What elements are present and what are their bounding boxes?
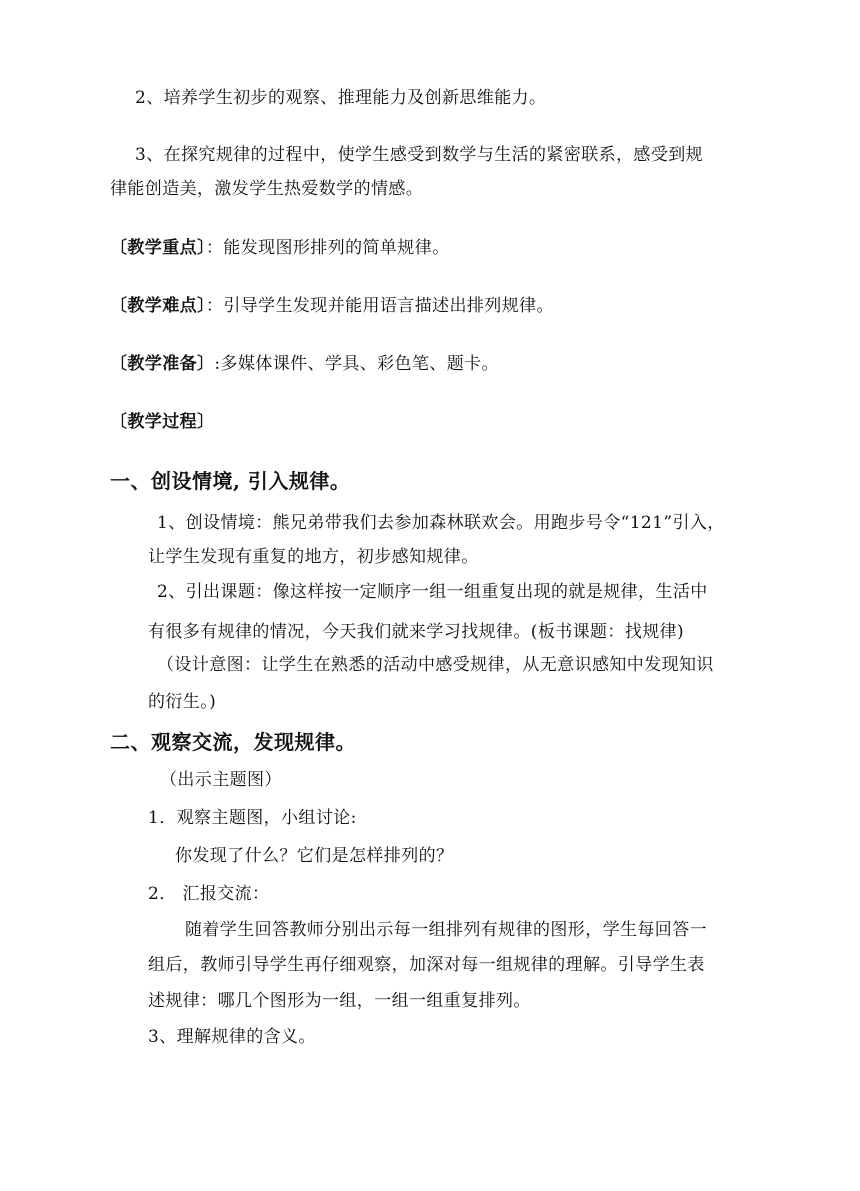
section-2-item-2: 2． 汇报交流： <box>148 884 270 904</box>
key-points-separator: ： <box>205 238 224 258</box>
section-2-heading: 二、观察交流，发现规律。 <box>110 730 356 754</box>
section-2-item-2-paragraph-line-1: 随着学生回答教师分别出示每一组排列有规律的图形，学生每回答一 <box>185 920 707 940</box>
section-2-item-1-question: 你发现了什么？它们是怎样排列的？ <box>175 846 454 866</box>
objective-item-3-line-1: 3、在探究规律的过程中，使学生感受到数学与生活的紧密联系，感受到规 <box>135 145 704 165</box>
objective-item-2: 2、培养学生初步的观察、推理能力及创新思维能力。 <box>135 88 547 108</box>
difficult-points-separator: ： <box>205 296 224 316</box>
section-1-paragraph-3-line-1: （设计意图：让学生在熟悉的活动中感受规律，从无意识感知中发现知识 <box>157 655 714 675</box>
key-points-label: 〔教学重点〕 <box>110 238 206 258</box>
section-1-paragraph-2-line-1: 2、引出课题：像这样按一定顺序一组一组重复出现的就是规律，生活中 <box>157 582 708 602</box>
section-1-paragraph-1-line-2: 让学生发现有重复的地方，初步感知规律。 <box>148 547 479 567</box>
section-2-item-1: 1．观察主题图，小组讨论: <box>148 808 357 828</box>
preparation-label: 〔教学准备〕 <box>110 354 215 374</box>
section-2-item-2-paragraph-line-2: 组后，教师引导学生再仔细观察，加深对每一组规律的理解。引导学生表 <box>148 955 705 975</box>
section-1-paragraph-3-line-2: 的衍生。) <box>148 692 217 712</box>
section-2-show-image: （出示主题图） <box>160 770 282 790</box>
section-1-paragraph-2-line-2: 有很多有规律的情况，今天我们就来学习找规律。(板书课题：找规律) <box>148 622 685 642</box>
section-1-paragraph-1-line-1: 1、创设情境：熊兄弟带我们去参加森林联欢会。用跑步号令“121”引入， <box>157 513 725 533</box>
process-label: 〔教学过程〕 <box>110 412 215 432</box>
section-2-item-2-paragraph-line-3: 述规律：哪几个图形为一组，一组一组重复排列。 <box>148 991 531 1011</box>
difficult-points-label: 〔教学难点〕 <box>110 296 206 316</box>
difficult-points-text: 引导学生发现并能用语言描述出排列规律。 <box>223 296 554 316</box>
objective-item-3-line-2: 律能创造美，激发学生热爱数学的情感。 <box>110 179 424 199</box>
key-points-text: 能发现图形排列的简单规律。 <box>223 238 450 258</box>
section-2-item-3: 3、理解规律的含义。 <box>148 1027 316 1047</box>
key-points <box>110 236 450 260</box>
difficult-points <box>110 294 554 318</box>
preparation-separator: : <box>214 354 221 374</box>
preparation <box>110 352 499 376</box>
preparation-text: 多媒体课件、学具、彩色笔、题卡。 <box>220 354 499 374</box>
section-1-heading: 一、创设情境, 引入规律。 <box>110 469 351 493</box>
